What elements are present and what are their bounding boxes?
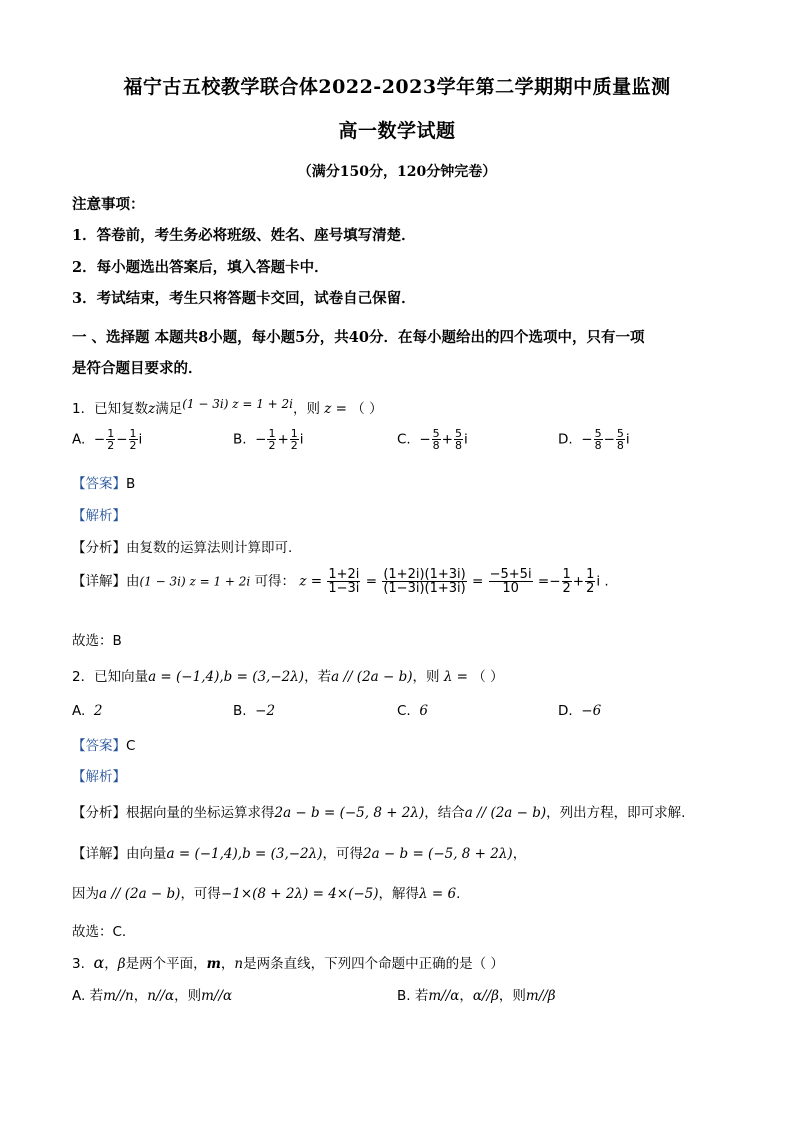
q1-choose: 故选：B [72, 633, 122, 649]
notice-item-2: 2．每小题选出答案后，填入答题卡中． [72, 259, 329, 276]
q1-option-d[interactable]: D. − $\frac{5}{8}$ − $\frac{5}{8}$ i [558, 427, 630, 452]
q3-stem: 3. α，β是两个平面，m，n是两条直线，下列四个命题中正确的是（ ） [72, 953, 504, 972]
q2-option-a[interactable]: A. 2 [72, 703, 103, 719]
q2-option-b[interactable]: B. −2 [233, 703, 276, 719]
q2-analysis-label: 【解析】 [72, 769, 126, 785]
q2-fenxi: 【分析】根据向量的坐标运算求得2a − b = (−5, 8 + 2λ)，结合a // (2a − b)，列出方程，即可求解. [72, 805, 686, 821]
exam-note: （满分150分，120分钟完卷） [297, 164, 497, 180]
q2-detail-1: 【详解】由向量a = (−1,4),b = (3,−2λ)，可得2a − b = (−5, 8 + 2λ)， [72, 846, 527, 862]
q1-option-c[interactable]: C. − $\frac{5}{8}$ + $\frac{5}{8}$ i [397, 427, 468, 452]
section1-line2: 是符合题目要求的． [72, 360, 203, 377]
q2-stem: 2．已知向量a = (−1,4),b = (3,−2λ)，若a // (2a − b)，则 λ = （ ） [72, 669, 504, 685]
q1-option-b[interactable]: B. − $\frac{1}{2}$ + $\frac{1}{2}$ i [233, 427, 304, 452]
q1-answer: 【答案】B [72, 476, 136, 492]
q1-option-a[interactable]: A. − $\frac{1}{2}$ − $\frac{1}{2}$ i [72, 427, 143, 452]
notice-item-3: 3．考试结束，考生只将答题卡交回，试卷自己保留． [72, 290, 416, 307]
exam-subtitle: 高一数学试题 [338, 120, 456, 142]
q1-detail: 【详解】由(1 − 3i) z = 1 + 2i 可得： z = $\frac{1+2i}{1-3i}$ = $\frac{(1+2i)(1+3i)}{(1-3i)(1+3i)}$ = $\frac{-5+5i}{10}$ =− $\frac{1}{2}$ + $\frac{1}{2}$ i . [72, 567, 609, 596]
q2-option-d[interactable]: D. −6 [558, 703, 602, 719]
q2-option-c[interactable]: C. 6 [397, 703, 428, 719]
notice-item-1: 1．答卷前，考生务必将班级、姓名、座号填写清楚． [72, 227, 416, 244]
section1-line1: 一 、选择题 本题共8小题，每小题5分，共40分．在每小题给出的四个选项中，只有一项 [72, 329, 645, 346]
exam-title: 福宁古五校教学联合体2022-2023学年第二学期期中质量监测 [123, 76, 671, 98]
q2-answer: 【答案】C [72, 738, 136, 754]
q2-detail-2: 因为a // (2a − b)，可得−1×(8 + 2λ) = 4×(−5)，解得λ = 6. [72, 886, 461, 902]
q1-analysis-label: 【解析】 [72, 508, 126, 524]
q1-stem: 1．已知复数z满足(1 − 3i) z = 1 + 2i，则 z = （ ） [72, 397, 383, 417]
q2-choose: 故选：C. [72, 924, 127, 940]
q1-fenxi: 【分析】由复数的运算法则计算即可. [72, 540, 293, 556]
q3-option-b[interactable]: B. 若m//α，α//β，则m//β [397, 988, 556, 1004]
q3-option-a[interactable]: A. 若m//n，n//α，则m//α [72, 988, 233, 1004]
notice-heading: 注意事项： [72, 196, 145, 213]
